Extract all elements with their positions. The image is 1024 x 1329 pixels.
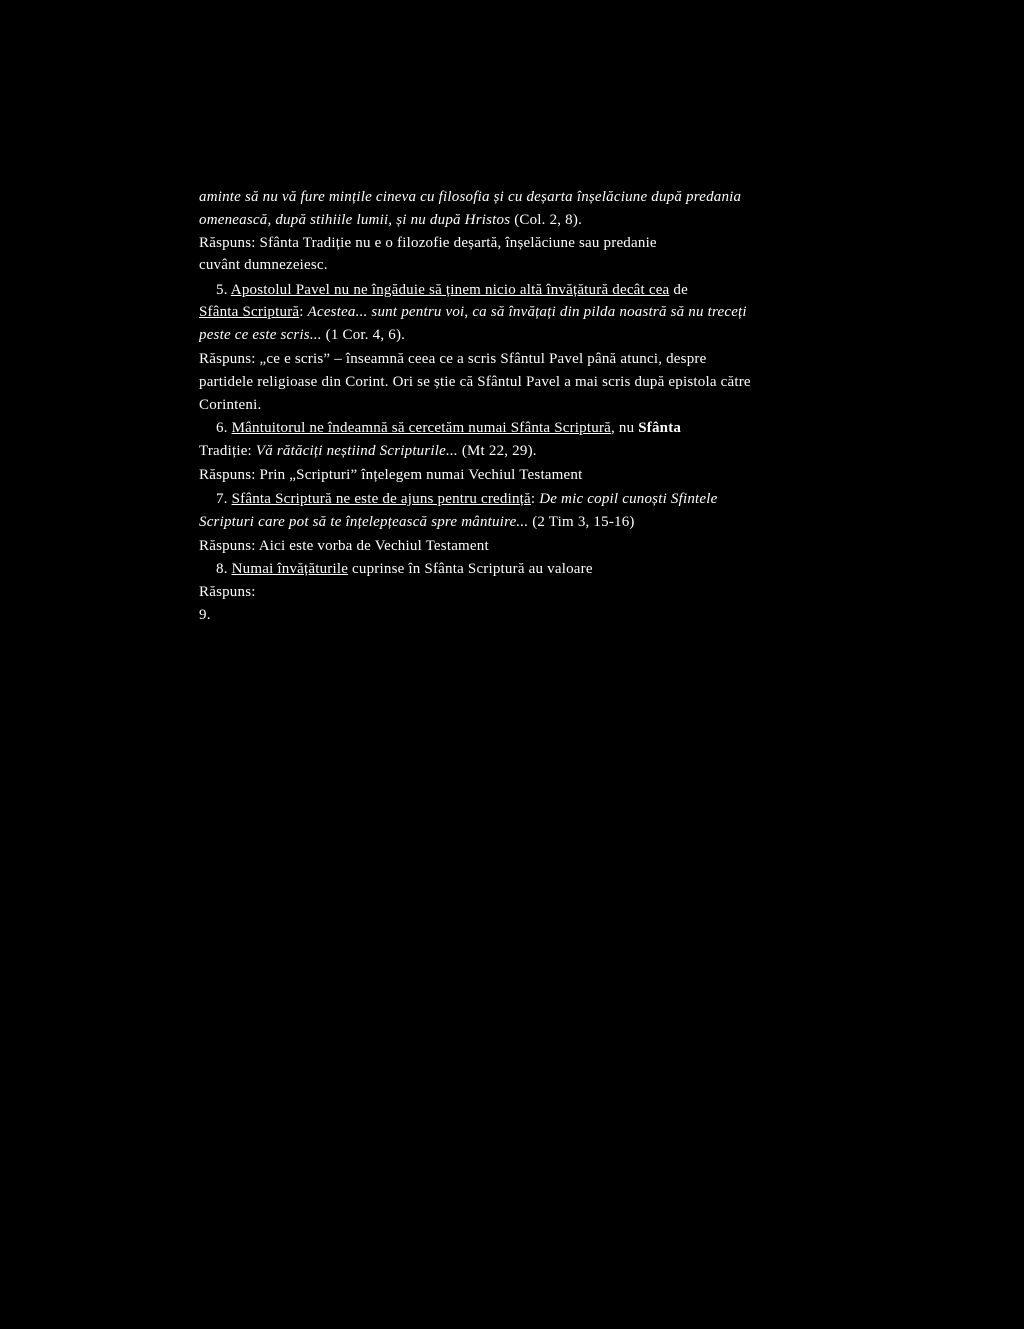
text-segment: Scripturi care pot să te înțelepțească spre mântuire... bbox=[199, 514, 529, 530]
text-line bbox=[199, 441, 899, 461]
text-segment: Numai învățăturile bbox=[231, 561, 349, 577]
text-line bbox=[199, 605, 899, 625]
text-segment: , nu bbox=[611, 420, 639, 436]
text-segment: Răspuns: „ce e scris” – înseamnă ceea ce a scris Sfântul Pavel până atunci, despre bbox=[199, 351, 707, 367]
text-segment: partidele religioase din Corint. Ori se știe că Sfântul Pavel a mai scris după epistola către bbox=[199, 374, 751, 390]
text-segment: Răspuns: Aici este vorba de Vechiul Testament bbox=[199, 538, 489, 554]
text-line bbox=[216, 489, 916, 509]
text-line bbox=[199, 210, 899, 230]
text-line bbox=[216, 280, 916, 300]
text-segment: Răspuns: Sfânta Tradiție nu e o filozofie deșartă, înșelăciune sau predanie bbox=[199, 235, 657, 251]
text-line bbox=[199, 302, 899, 322]
text-segment: cuvânt dumnezeiesc. bbox=[199, 257, 328, 273]
text-line bbox=[199, 512, 899, 532]
text-segment: Sfânta Scriptură ne este de ajuns pentru credință bbox=[231, 491, 531, 507]
text-segment: 9. bbox=[199, 607, 211, 623]
text-line bbox=[199, 233, 899, 253]
text-segment: Mântuitorul ne îndeamnă să cercetăm numai Sfânta Scriptură bbox=[231, 420, 611, 436]
text-segment: Sfânta bbox=[638, 420, 682, 436]
text-segment: (Mt 22, 29). bbox=[457, 443, 537, 459]
text-line bbox=[199, 536, 899, 556]
text-segment: Sfânta Scriptură bbox=[199, 304, 300, 320]
text-segment: 7. bbox=[216, 491, 232, 507]
text-line bbox=[199, 325, 899, 345]
text-segment: de bbox=[669, 282, 688, 298]
text-segment: 8. bbox=[216, 561, 232, 577]
text-segment: Vă rătăciți neștiind Scripturile... bbox=[255, 443, 458, 459]
text-segment: aminte să nu vă fure mințile cineva cu filosofia și cu deșarta înșelăciune după predania bbox=[199, 189, 742, 205]
text-segment: omenească, după stihiile lumii, și nu după Hristos bbox=[199, 212, 511, 228]
text-segment: De mic copil cunoști Sfintele bbox=[539, 491, 718, 507]
text-line bbox=[216, 418, 916, 438]
text-line bbox=[199, 255, 899, 275]
text-segment: Răspuns: Prin „Scripturi” înțelegem numai Vechiul Testament bbox=[199, 467, 583, 483]
text-segment: peste ce este scris... bbox=[199, 327, 322, 343]
text-segment: (1 Cor. 4, 6). bbox=[321, 327, 406, 343]
text-segment: Apostolul Pavel nu ne îngăduie să ținem nicio altă învățătură decât cea bbox=[230, 282, 670, 298]
text-line bbox=[216, 559, 916, 579]
text-line bbox=[199, 187, 899, 207]
text-segment: Acestea... sunt pentru voi, ca să învățați din pilda noastră să nu treceți bbox=[307, 304, 747, 320]
text-segment: (2 Tim 3, 15-16) bbox=[528, 514, 635, 530]
text-segment: : bbox=[299, 304, 308, 320]
text-segment: 5. bbox=[216, 282, 231, 298]
text-segment: Corinteni. bbox=[199, 397, 262, 413]
text-segment: (Col. 2, 8). bbox=[510, 212, 583, 228]
text-line bbox=[199, 395, 899, 415]
text-line bbox=[199, 372, 899, 392]
text-segment: 6. bbox=[216, 420, 232, 436]
text-segment: Tradiție: bbox=[199, 443, 256, 459]
text-line bbox=[199, 349, 899, 369]
text-line bbox=[199, 465, 899, 485]
text-segment: cuprinse în Sfânta Scriptură au valoare bbox=[348, 561, 593, 577]
text-line bbox=[199, 582, 899, 602]
text-segment: Răspuns: bbox=[199, 584, 256, 600]
text-segment: : bbox=[530, 491, 540, 507]
